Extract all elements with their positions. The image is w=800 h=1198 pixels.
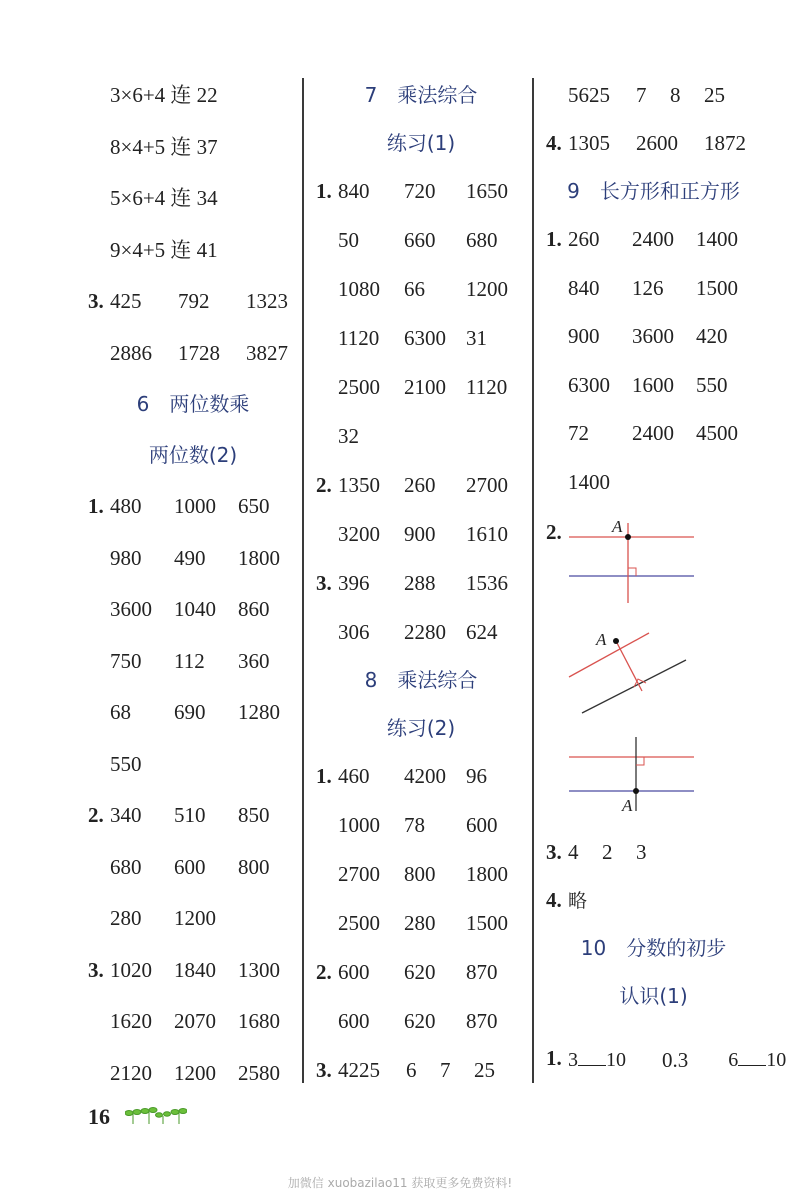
answer-value: 1200 xyxy=(466,277,508,301)
answer-value: 7 xyxy=(440,1058,451,1082)
section-8-heading-line2 xyxy=(316,714,526,742)
fraction xyxy=(728,1049,786,1071)
question-number: 2. xyxy=(546,520,562,544)
answer-value: 660 xyxy=(404,228,436,252)
answer-value: 68 xyxy=(110,700,131,724)
section-number: 8 xyxy=(364,668,378,692)
answer-value: 3600 xyxy=(110,597,152,621)
answer-value: 624 xyxy=(466,620,498,644)
answer-value: 1610 xyxy=(466,522,508,546)
answer-value: 1200 xyxy=(174,906,216,930)
answer-row xyxy=(316,324,526,352)
answer-value: 4200 xyxy=(404,764,446,788)
answer-value: 1323 xyxy=(246,289,288,313)
answer-value: 1120 xyxy=(466,375,508,399)
answer-value: 425 xyxy=(110,289,142,313)
section-10-heading-line2 xyxy=(546,982,761,1010)
answer-value: 306 xyxy=(338,620,370,644)
answer-value: 3 xyxy=(636,840,647,864)
answer-value: 260 xyxy=(404,473,436,497)
answer-value: 750 xyxy=(110,648,142,673)
answer-row xyxy=(88,133,218,161)
answer-value: 1536 xyxy=(466,571,508,595)
answer-value: 1040 xyxy=(174,597,216,621)
answer-value: 78 xyxy=(404,813,425,837)
answer-value: 1305 xyxy=(568,131,610,155)
fraction-bar xyxy=(738,1065,766,1066)
answer-row xyxy=(316,762,526,790)
answer-value: 360 xyxy=(238,648,270,673)
answer-value: 600 xyxy=(338,960,370,984)
answer-value: 1300 xyxy=(238,957,280,982)
answer-value: 720 xyxy=(404,179,436,203)
answer-value: 288 xyxy=(404,571,436,595)
answer-value: 72 xyxy=(568,421,589,445)
answer-value: 600 xyxy=(338,1009,370,1033)
answer-value: 1080 xyxy=(338,277,380,301)
answer-value: 396 xyxy=(338,571,370,595)
section-title: 练习(2) xyxy=(386,716,456,740)
answer-row xyxy=(88,492,298,520)
question-number: 1. xyxy=(316,179,332,203)
answer-value: 690 xyxy=(174,700,206,724)
answer-row xyxy=(88,184,218,212)
answer-row xyxy=(88,956,298,984)
question-number: 4. xyxy=(546,131,562,155)
answer-value: 1020 xyxy=(110,957,152,982)
answer-value: 1000 xyxy=(338,813,380,837)
answer-value: 280 xyxy=(110,906,142,930)
question-number: 3. xyxy=(88,957,104,982)
answer-value: 800 xyxy=(404,862,436,886)
answer-value: 1120 xyxy=(338,326,380,350)
answer-value: 6 xyxy=(406,1058,417,1082)
answer-value: 2500 xyxy=(338,911,380,935)
answer-value: 980 xyxy=(110,545,142,570)
footer-watermark: 加微信 xuobazilao11 获取更多免费资料! xyxy=(287,1176,513,1190)
question-number: 1. xyxy=(546,227,562,251)
page-number: 16 xyxy=(88,1104,110,1129)
answer-row xyxy=(316,1056,514,1084)
answer-row xyxy=(88,647,298,675)
answer-value: 126 xyxy=(632,275,664,300)
answer-row xyxy=(316,226,526,254)
question-number: 2. xyxy=(316,473,332,497)
answer-value: 8×4+5 连 37 xyxy=(110,134,218,159)
answer-row xyxy=(546,81,744,109)
answer-value: 340 xyxy=(110,803,142,827)
answer-value: 112 xyxy=(174,648,205,673)
answer-value: 260 xyxy=(568,227,600,251)
section-title: 乘法综合 xyxy=(397,83,478,107)
answer-value: 1872 xyxy=(704,131,746,155)
answer-value: 1350 xyxy=(338,473,380,497)
section-6-heading xyxy=(88,390,298,418)
section-8-heading xyxy=(316,666,526,694)
answer-value: 2580 xyxy=(238,1060,280,1085)
answer-value: 25 xyxy=(704,83,725,107)
answer-row xyxy=(316,618,526,646)
denominator: 10 xyxy=(606,1049,626,1072)
answer-value: 3×6+4 连 22 xyxy=(110,83,218,107)
question-number: 4. xyxy=(546,888,562,912)
section-title: 长方形和正方形 xyxy=(599,179,740,203)
answer-value: 2700 xyxy=(338,862,380,886)
section-number: 10 xyxy=(580,936,607,960)
answer-value: 490 xyxy=(174,545,206,570)
answer-row xyxy=(546,129,764,157)
answer-value: 1400 xyxy=(568,469,610,494)
section-title: 两位数乘 xyxy=(169,392,250,416)
answer-row xyxy=(316,422,404,450)
answer-value: 280 xyxy=(404,911,436,935)
answer-row xyxy=(88,339,306,367)
answer-value: 2700 xyxy=(466,473,508,497)
section-title: 认识(1) xyxy=(619,984,688,1008)
answer-value: 510 xyxy=(174,803,206,827)
answer-value: 32 xyxy=(338,424,359,448)
question-number: 1. xyxy=(316,764,332,788)
answer-value: 870 xyxy=(466,960,498,984)
fraction xyxy=(568,1049,626,1071)
answer-value: 480 xyxy=(110,494,142,518)
answer-value: 3600 xyxy=(632,324,674,348)
answer-value: 840 xyxy=(338,179,370,203)
section-number: 7 xyxy=(364,83,378,107)
answer-value: 650 xyxy=(238,494,270,518)
section-7-heading xyxy=(316,81,526,109)
answer-row xyxy=(546,468,632,496)
answer-row xyxy=(88,853,298,881)
answer-row xyxy=(88,801,298,829)
answer-value: 2280 xyxy=(404,620,446,644)
answer-row xyxy=(316,1007,526,1035)
answer-row xyxy=(88,904,238,932)
answer-row xyxy=(546,274,756,302)
section-number: 6 xyxy=(136,392,150,416)
answer-value: 1840 xyxy=(174,957,216,982)
answer-value: 2886 xyxy=(110,340,152,365)
answer-row xyxy=(88,1007,298,1035)
answer-row xyxy=(88,1059,298,1087)
answer-row xyxy=(88,236,218,264)
answer-value: 9×4+5 连 41 xyxy=(110,237,218,262)
answer-value: 550 xyxy=(110,751,142,776)
answer-value: 620 xyxy=(404,960,436,984)
answer-value: 25 xyxy=(474,1058,495,1082)
section-title: 分数的初步 xyxy=(626,936,727,960)
numerator: 6 xyxy=(728,1049,739,1072)
answer-row xyxy=(316,811,526,839)
figure-1 xyxy=(569,523,694,603)
point-a-label: A xyxy=(612,517,623,536)
answer-value: 1680 xyxy=(238,1009,280,1033)
section-number: 9 xyxy=(567,179,580,203)
answer-value: 680 xyxy=(110,854,142,879)
answer-value: 1728 xyxy=(178,340,220,365)
answer-value: 420 xyxy=(696,324,728,348)
answer-value: 870 xyxy=(466,1009,498,1033)
answer-value: 1000 xyxy=(174,494,216,518)
answer-value: 略 xyxy=(568,890,588,912)
answer-value: 2500 xyxy=(338,375,380,399)
answer-value: 2400 xyxy=(632,421,674,445)
answer-value: 6300 xyxy=(404,326,446,350)
denominator: 10 xyxy=(766,1049,787,1072)
answer-row xyxy=(316,275,526,303)
answer-row xyxy=(88,544,298,572)
column-divider-2 xyxy=(532,78,534,1083)
answer-value: 1400 xyxy=(696,227,738,251)
answer-row xyxy=(316,177,526,205)
answer-value: 3200 xyxy=(338,522,380,546)
answer-value: 2120 xyxy=(110,1060,152,1085)
answer-row xyxy=(88,287,306,315)
question-number: 3. xyxy=(546,840,562,864)
answer-value: 2070 xyxy=(174,1009,216,1033)
answer-row xyxy=(88,595,298,623)
sprout-decoration-icon xyxy=(125,1104,187,1126)
numerator: 3 xyxy=(568,1049,578,1072)
answer-value: 5×6+4 连 34 xyxy=(110,186,218,210)
answer-value: 6300 xyxy=(568,372,610,397)
answer-value: 850 xyxy=(238,803,270,827)
figure-2 xyxy=(569,633,686,713)
answer-value: 840 xyxy=(568,275,600,300)
answer-value: 4 xyxy=(568,840,579,864)
answer-value: 2400 xyxy=(632,227,674,251)
answer-value: 550 xyxy=(696,372,728,397)
answer-value: 1280 xyxy=(238,700,280,724)
answer-value: 860 xyxy=(238,597,270,621)
answer-row xyxy=(316,569,526,597)
question-number: 2. xyxy=(88,803,104,827)
answer-row xyxy=(316,958,526,986)
answer-row xyxy=(546,225,756,253)
question-number: 3. xyxy=(316,571,332,595)
question-number: 3. xyxy=(316,1058,332,1082)
question-number: 1. xyxy=(88,494,104,518)
answer-row xyxy=(546,886,587,914)
fraction-bar xyxy=(578,1065,606,1066)
section-title: 乘法综合 xyxy=(397,668,478,692)
answer-row xyxy=(546,419,756,447)
section-title: 练习(1) xyxy=(386,131,456,155)
answer-row xyxy=(546,371,756,399)
answer-value: 1620 xyxy=(110,1009,152,1033)
answer-value: 2100 xyxy=(404,375,446,399)
answer-value: 1800 xyxy=(238,545,280,570)
section-7-heading-line2 xyxy=(316,129,526,157)
answer-row xyxy=(316,373,526,401)
answer-row xyxy=(88,698,298,726)
answer-value: 792 xyxy=(178,289,210,313)
answer-row xyxy=(88,81,218,109)
answer-row xyxy=(316,909,526,937)
answer-value: 1600 xyxy=(632,372,674,397)
question-number: 2. xyxy=(316,960,332,984)
answer-row xyxy=(316,860,526,888)
column-divider-1 xyxy=(302,78,304,1083)
fraction-answer-row xyxy=(546,1028,786,1088)
answer-row xyxy=(316,520,526,548)
answer-value: 1200 xyxy=(174,1060,216,1085)
section-10-heading xyxy=(546,934,761,962)
answer-value: 8 xyxy=(670,83,681,107)
answer-value: 50 xyxy=(338,228,359,252)
answer-value: 5625 xyxy=(568,83,610,107)
answer-value: 900 xyxy=(568,324,600,348)
decimal-value: 0.3 xyxy=(662,1048,689,1073)
answer-value: 1650 xyxy=(466,179,508,203)
question-number: 1. xyxy=(546,1046,562,1070)
answer-value: 600 xyxy=(174,854,206,879)
answer-value: 2600 xyxy=(636,131,678,155)
answer-value: 900 xyxy=(404,522,436,546)
section-title: 两位数(2) xyxy=(148,443,238,467)
answer-value: 680 xyxy=(466,228,498,252)
perpendicular-line-figures xyxy=(564,515,704,815)
answer-value: 1500 xyxy=(466,911,508,935)
answer-value: 1500 xyxy=(696,275,738,300)
answer-value: 4225 xyxy=(338,1058,380,1082)
answer-value: 800 xyxy=(238,854,270,879)
answer-value: 2 xyxy=(602,840,613,864)
section-6-heading-line2 xyxy=(88,441,298,469)
answer-row xyxy=(316,471,526,499)
answer-value: 96 xyxy=(466,764,487,788)
answer-value: 460 xyxy=(338,764,370,788)
answer-value: 31 xyxy=(466,326,487,350)
answer-row xyxy=(88,750,174,778)
answer-value: 4500 xyxy=(696,421,738,445)
section-9-heading xyxy=(546,177,761,205)
answer-value: 66 xyxy=(404,277,425,301)
answer-value: 600 xyxy=(466,813,498,837)
point-a-label: A xyxy=(622,796,633,815)
answer-row xyxy=(546,838,670,866)
point-a-label: A xyxy=(596,630,607,649)
answer-row xyxy=(546,322,756,350)
answer-value: 620 xyxy=(404,1009,436,1033)
answer-value: 7 xyxy=(636,83,647,107)
question-number: 3. xyxy=(88,289,104,313)
answer-value: 3827 xyxy=(246,340,288,365)
answer-value: 1800 xyxy=(466,862,508,886)
